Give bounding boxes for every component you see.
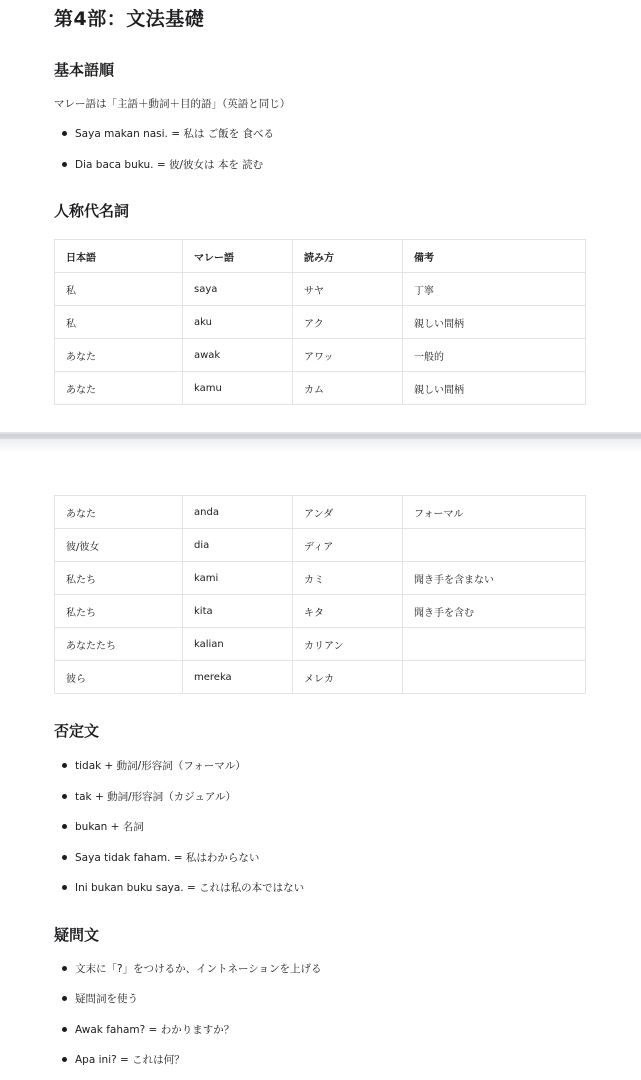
list-item bbox=[62, 819, 144, 834]
table-cell: アンダ bbox=[293, 496, 403, 529]
table-cell: サヤ bbox=[293, 273, 403, 306]
table-cell: 私 bbox=[55, 273, 183, 306]
table-row bbox=[55, 339, 586, 372]
table-cell: mereka bbox=[183, 661, 293, 694]
table-cell bbox=[403, 628, 586, 661]
bullet-dot bbox=[62, 1057, 67, 1062]
table-cell: カミ bbox=[293, 562, 403, 595]
list-item-text: Saya tidak faham. = 私はわからない bbox=[75, 852, 260, 864]
word-order-intro: マレー語は「主語＋動詞＋目的語」（英語と同じ） bbox=[54, 98, 291, 110]
page-segment-bottom bbox=[0, 453, 641, 1080]
table-row bbox=[55, 529, 586, 562]
column-header-japanese: 日本語 bbox=[55, 240, 183, 273]
table-cell: メレカ bbox=[293, 661, 403, 694]
list-item-text: Saya makan nasi. = 私は ご飯を 食べる bbox=[75, 128, 275, 140]
bullet-dot bbox=[62, 966, 67, 971]
table-cell: dia bbox=[183, 529, 293, 562]
list-item-text: 文末に「?」をつけるか、イントネーションを上げる bbox=[75, 963, 322, 975]
list-item bbox=[62, 1022, 234, 1037]
list-item bbox=[62, 1052, 185, 1067]
table-cell: フォーマル bbox=[403, 496, 586, 529]
list-item bbox=[62, 991, 138, 1006]
table-cell: あなた bbox=[55, 372, 183, 405]
page-segment-top bbox=[0, 0, 641, 432]
table-cell: あなた bbox=[55, 339, 183, 372]
bullet-dot bbox=[62, 824, 67, 829]
list-item-text: Ini bukan buku saya. = これは私の本ではない bbox=[75, 882, 305, 894]
table-cell: 私 bbox=[55, 306, 183, 339]
table-cell: awak bbox=[183, 339, 293, 372]
bullet-dot bbox=[62, 763, 67, 768]
column-header-notes: 備考 bbox=[403, 240, 586, 273]
list-item bbox=[62, 850, 259, 865]
table-cell: 私たち bbox=[55, 595, 183, 628]
table-row bbox=[55, 661, 586, 694]
table-row bbox=[55, 595, 586, 628]
table-cell: キタ bbox=[293, 595, 403, 628]
table-cell: kami bbox=[183, 562, 293, 595]
table-row bbox=[55, 496, 586, 529]
table-cell: アク bbox=[293, 306, 403, 339]
list-item-text: 疑問詞を使う bbox=[75, 993, 138, 1005]
table-row bbox=[55, 628, 586, 661]
table-cell: カリアン bbox=[293, 628, 403, 661]
page-break-divider bbox=[0, 432, 641, 453]
pronoun-table-part2 bbox=[54, 495, 586, 694]
bullet-dot bbox=[62, 794, 67, 799]
list-item bbox=[62, 758, 246, 773]
table-header-row bbox=[55, 240, 586, 273]
bullet-dot bbox=[62, 885, 67, 890]
list-item-text: Awak faham? = わかりますか？ bbox=[75, 1024, 235, 1036]
table-cell: 丁寧 bbox=[403, 273, 586, 306]
heading-pronouns: 人称代名詞 bbox=[54, 202, 130, 220]
heading-word-order: 基本語順 bbox=[54, 61, 115, 79]
table-row bbox=[55, 372, 586, 405]
table-cell: アワッ bbox=[293, 339, 403, 372]
table-cell: saya bbox=[183, 273, 293, 306]
table-row bbox=[55, 562, 586, 595]
table-cell bbox=[403, 529, 586, 562]
list-item-text: Apa ini? = これは何？ bbox=[75, 1054, 185, 1066]
list-item-text: tidak + 動詞/形容詞（フォーマル） bbox=[75, 760, 246, 772]
bullet-dot bbox=[62, 162, 67, 167]
list-item-text: tak + 動詞/形容詞（カジュアル） bbox=[75, 791, 237, 803]
table-cell: 一般的 bbox=[403, 339, 586, 372]
table-cell bbox=[403, 661, 586, 694]
heading-questions: 疑問文 bbox=[54, 926, 100, 944]
table-cell: 彼ら bbox=[55, 661, 183, 694]
bullet-dot bbox=[62, 131, 67, 136]
table-cell: kita bbox=[183, 595, 293, 628]
list-item bbox=[62, 157, 263, 172]
list-item bbox=[62, 126, 274, 141]
list-item bbox=[62, 880, 304, 895]
table-cell: 聞き手を含まない bbox=[403, 562, 586, 595]
table-cell: aku bbox=[183, 306, 293, 339]
column-header-reading: 読み方 bbox=[293, 240, 403, 273]
table-row bbox=[55, 273, 586, 306]
heading-negation: 否定文 bbox=[54, 722, 100, 740]
bullet-dot bbox=[62, 1027, 67, 1032]
page-title: 第4部：文法基礎 bbox=[54, 8, 205, 30]
table-cell: あなたたち bbox=[55, 628, 183, 661]
table-cell: 聞き手を含む bbox=[403, 595, 586, 628]
table-cell: 親しい間柄 bbox=[403, 372, 586, 405]
list-item-text: bukan + 名詞 bbox=[75, 821, 144, 833]
table-cell: 私たち bbox=[55, 562, 183, 595]
bullet-dot bbox=[62, 996, 67, 1001]
table-cell: カム bbox=[293, 372, 403, 405]
pronoun-table-part1 bbox=[54, 239, 586, 405]
table-cell: 彼/彼女 bbox=[55, 529, 183, 562]
bullet-dot bbox=[62, 855, 67, 860]
table-row bbox=[55, 306, 586, 339]
table-cell: kamu bbox=[183, 372, 293, 405]
table-cell: kalian bbox=[183, 628, 293, 661]
table-cell: あなた bbox=[55, 496, 183, 529]
column-header-malay: マレー語 bbox=[183, 240, 293, 273]
table-cell: ディア bbox=[293, 529, 403, 562]
list-item bbox=[62, 789, 236, 804]
list-item-text: Dia baca buku. = 彼/彼女は 本を 読む bbox=[75, 159, 264, 171]
table-cell: anda bbox=[183, 496, 293, 529]
table-cell: 親しい間柄 bbox=[403, 306, 586, 339]
list-item bbox=[62, 961, 322, 976]
